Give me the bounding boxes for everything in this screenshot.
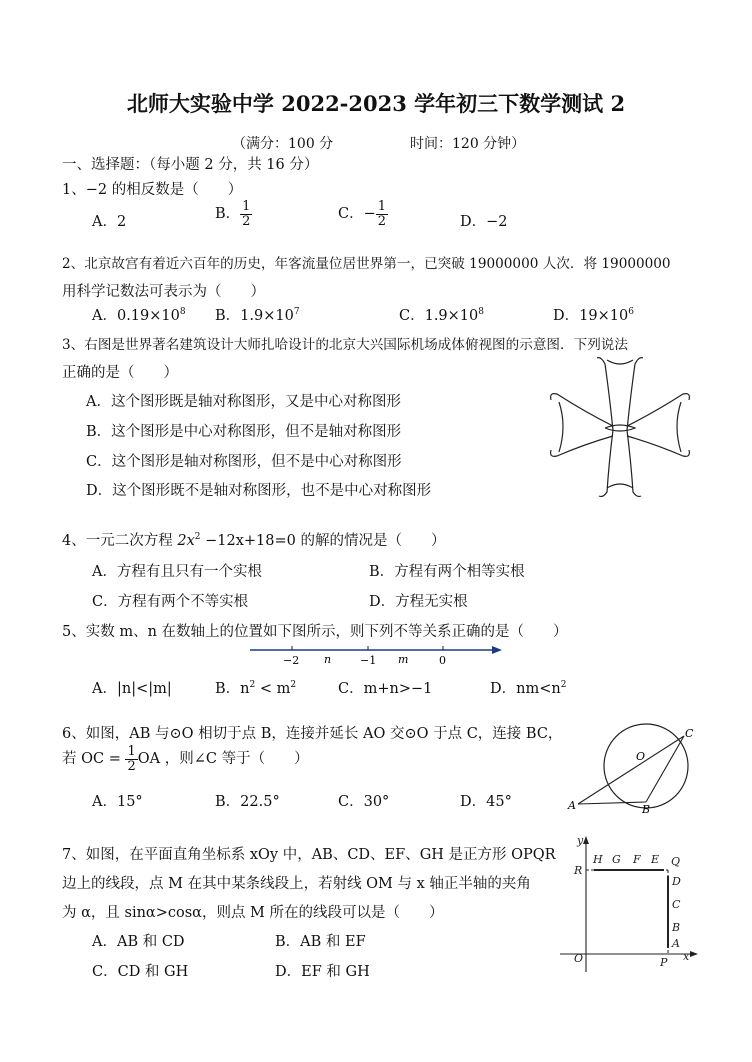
label-x: x	[683, 950, 690, 963]
airport-figure	[545, 352, 695, 500]
q3-option-a: A．这个图形既是轴对称图形，又是中心对称图形	[86, 394, 401, 410]
q2-option-a: A．$0.19\times 10^8$	[92, 307, 186, 324]
label-h: H	[593, 853, 603, 866]
q3-line2: 正确的是（ ）	[62, 365, 178, 381]
axis-label-neg2: −2	[283, 654, 300, 667]
axis-label-0: 0	[439, 654, 446, 667]
q7-line1: 7、如图，在平面直角坐标系 xOy 中，AB、CD、EF、GH 是正方形 OPQR	[62, 847, 556, 863]
label-c: C	[672, 898, 681, 911]
q1-stem: 1、−2 的相反数是（ ）	[62, 182, 243, 198]
q5-option-d: D．$nm<n^2$	[490, 680, 567, 697]
label-a: A	[568, 799, 576, 812]
q5-option-b: B．$n^2 < m^2$	[215, 680, 297, 697]
q7-option-c: C．CD 和 GH	[92, 964, 189, 980]
q7-option-d: D．EF 和 GH	[275, 964, 370, 980]
y-arrow	[583, 836, 589, 844]
q7-option-b: B．AB 和 EF	[275, 934, 366, 950]
q2-line2: 用科学记数法可表示为（ ）	[62, 284, 265, 300]
airport-center	[605, 425, 635, 431]
q7-line2: 边上的线段，点 M 在其中某条线段上，若射线 OM 与 x 轴正半轴的夹角	[62, 876, 531, 892]
q4-option-b: B．方程有两个相等实根	[369, 564, 525, 580]
q3-option-c: C．这个图形是轴对称图形，但不是中心对称图形	[86, 454, 402, 470]
q1-option-d: D．−2	[460, 214, 508, 230]
q4-stem: 4、一元二次方程 $2x^2 -12x+18=0$ 的解的情况是（ ）	[62, 532, 446, 549]
q1-option-a: A．2	[92, 214, 127, 230]
coordinate-figure	[556, 836, 706, 974]
label-o: O	[574, 952, 584, 965]
airport-arm-bottom	[599, 430, 641, 497]
q6-option-b: B．22.5°	[215, 794, 280, 810]
time-limit: 时间：120 分钟）	[410, 136, 526, 152]
label-r: R	[574, 864, 583, 877]
q4-option-d: D．方程无实根	[369, 594, 468, 610]
label-b: B	[672, 921, 681, 934]
x-arrow	[690, 951, 698, 957]
q4-option-c: C．方程有两个不等实根	[92, 594, 249, 610]
airport-arm-top	[597, 358, 643, 430]
q7-option-a: A．AB 和 CD	[92, 934, 185, 950]
airport-arm-right	[627, 394, 689, 457]
q2-line1: 2、北京故宫有着近六百年的历史，年客流量位居世界第一，已突破 19000000 人次．将 19000000	[62, 256, 671, 272]
label-o: O	[636, 750, 646, 763]
full-score: （满分：100 分	[232, 136, 334, 152]
q3-option-d: D．这个图形既不是轴对称图形，也不是中心对称图形	[86, 483, 432, 499]
q5-stem: 5、实数 m、n 在数轴上的位置如下图所示，则下列不等关系正确的是（ ）	[62, 624, 568, 640]
q3-line1: 3、右图是世界著名建筑设计大师扎哈设计的北京大兴国际机场成体俯视图的示意图．下列说法	[62, 337, 628, 353]
label-p: P	[660, 956, 668, 969]
q6-option-c: C．30°	[338, 794, 390, 810]
q6-option-a: A．15°	[92, 794, 143, 810]
q5-option-a: A．|n|<|m|	[92, 681, 172, 697]
label-d: D	[672, 875, 681, 888]
line-ac	[578, 736, 684, 804]
q2-option-d: D．$19\times 10^6$	[553, 307, 634, 324]
axis-label-m: m	[398, 653, 409, 666]
label-a: A	[672, 937, 680, 950]
q6-line1: 6、如图，AB 与⊙O 相切于点 B，连接并延长 AO 交⊙O 于点 C，连接 BC，	[62, 726, 563, 742]
label-q: Q	[671, 855, 681, 868]
q7-line3: 为 α，且 sinα>cosα，则点 M 所在的线段可以是（ ）	[62, 905, 444, 921]
axis-label-neg1: −1	[360, 654, 377, 667]
q1-option-c: C．− $\frac{1}{2}$	[338, 199, 387, 229]
number-line	[250, 640, 502, 670]
q6-option-d: D．45°	[460, 794, 512, 810]
q1-option-b: B． $\frac{1}{2}$	[215, 199, 251, 229]
q3-option-b: B．这个图形是中心对称图形，但不是轴对称图形	[86, 424, 402, 440]
q2-option-c: C．$1.9\times 10^8$	[399, 307, 484, 324]
label-g: G	[612, 853, 621, 866]
circle-o	[604, 724, 688, 808]
axis-label-n: n	[324, 653, 332, 666]
section-heading: 一、选择题：（每小题 2 分，共 16 分）	[62, 157, 319, 173]
circle-figure	[566, 722, 706, 814]
label-b: B	[642, 803, 651, 816]
page-title: 北师大实验中学 2022-2023 学年初三下数学测试 2	[126, 91, 626, 116]
label-c: C	[685, 727, 694, 740]
airport-arm-left	[551, 394, 613, 457]
q4-option-a: A．方程有且只有一个实根	[92, 564, 262, 580]
q2-option-b: B．$1.9\times 10^7$	[215, 307, 300, 324]
label-y: y	[577, 834, 584, 847]
q5-option-c: C．m+n>−1	[338, 681, 433, 697]
q6-line2: 若 OC = $\frac{1}{2}$ OA ，则∠C 等于（ ）	[62, 744, 309, 774]
label-f: F	[633, 853, 641, 866]
label-e: E	[651, 853, 660, 866]
line-ab	[578, 802, 646, 804]
